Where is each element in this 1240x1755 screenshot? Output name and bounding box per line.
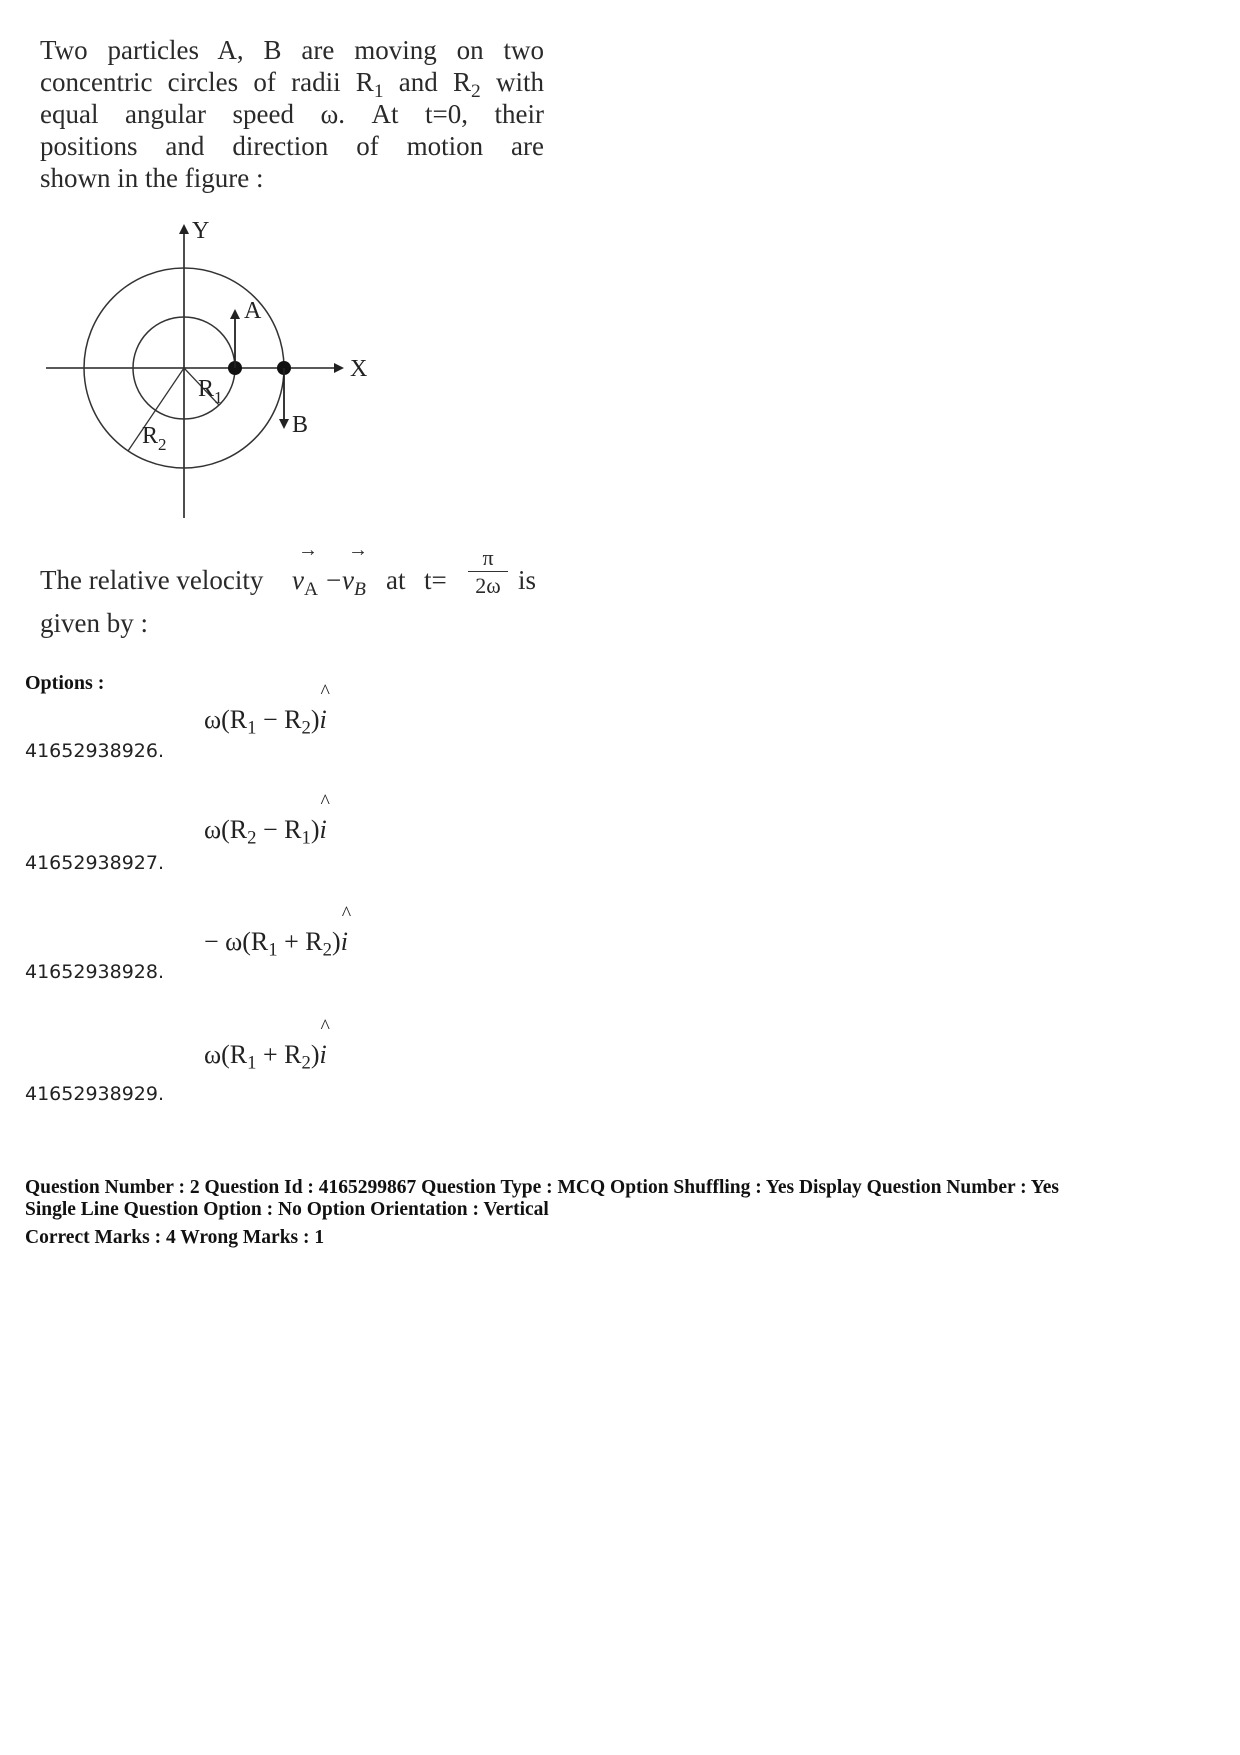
concentric-circles-figure	[40, 218, 380, 518]
question-meta-line-1: Question Number : 2 Question Id : 4165299867 Question Type : MCQ Option Shuffling : Yes Display Question Number : Yes	[25, 1177, 1059, 1198]
question-line-4: positions and direction of motion are	[40, 131, 544, 161]
r2-label: $R_2$	[142, 423, 167, 454]
r1-label: $R_1$	[198, 376, 223, 407]
rel-velocity-prefix: The relative velocity	[40, 565, 264, 595]
is-text: is	[518, 565, 537, 595]
question-meta-line-2: Single Line Question Option : No Option Orientation : Vertical	[25, 1199, 549, 1220]
option-1-expression: $\omega(R_1 - R_2)$ ^ i	[204, 681, 330, 739]
question-line-2: concentric circles of radii $R_1$ and $R_2$ with	[40, 67, 544, 102]
particle-b-label: B	[292, 412, 309, 438]
pi-over-2omega: $\frac{\pi}{2\omega}$	[468, 545, 508, 600]
option-3-id: 41652938928.	[25, 961, 165, 983]
at-text: at	[386, 565, 406, 595]
question-text	[40, 34, 544, 194]
question-line-1: Two particles A, B are moving on two	[40, 35, 544, 65]
option-2-id: 41652938927.	[25, 852, 165, 874]
vector-vb: → $v_B$	[342, 539, 368, 600]
y-axis-label: Y	[192, 218, 210, 244]
question-line-3: equal angular speed ω. At t=0, their	[40, 99, 544, 129]
figure-svg	[40, 218, 380, 518]
given-by-text: given by :	[40, 608, 148, 638]
particle-a-label: A	[244, 298, 262, 324]
option-2-expression: $\omega(R_2 - R_1)$ ^ i	[204, 791, 330, 849]
vector-va: → $v_A$	[292, 539, 319, 600]
minus-sign: −	[326, 565, 342, 595]
option-3-expression: − $\omega(R_1 + R_2)$ ^ i	[204, 903, 352, 961]
option-1-id: 41652938926.	[25, 740, 165, 762]
option-4-expression: $\omega(R_1 + R_2)$ ^ i	[204, 1016, 330, 1074]
relative-velocity-line	[40, 539, 560, 605]
question-line-5: shown in the figure :	[40, 163, 264, 193]
x-axis-label: X	[350, 356, 368, 382]
t-equals: t=	[424, 565, 447, 595]
options-heading: Options :	[25, 672, 105, 694]
option-4-id: 41652938929.	[25, 1083, 165, 1105]
question-marks-line: Correct Marks : 4 Wrong Marks : 1	[25, 1227, 325, 1248]
